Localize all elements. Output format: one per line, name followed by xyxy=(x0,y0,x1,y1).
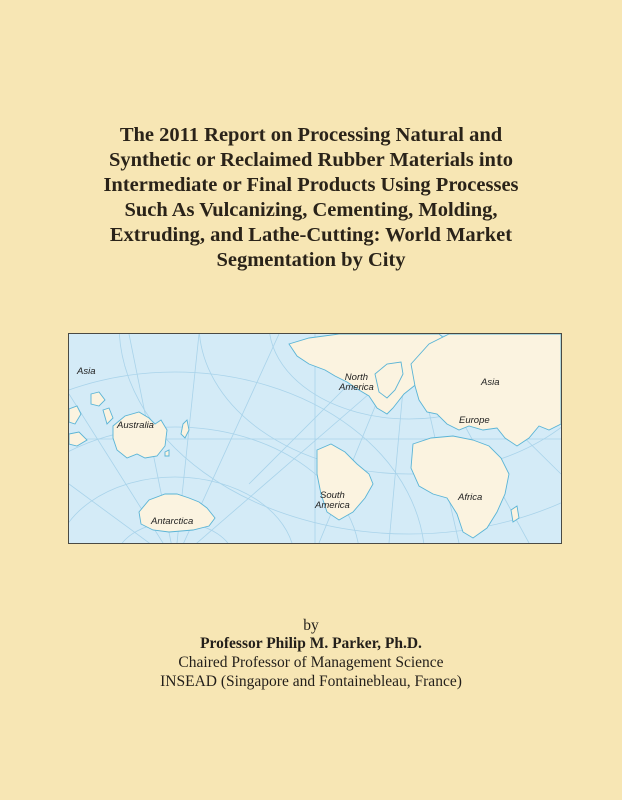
author-by: by xyxy=(303,617,319,634)
map-label-south-america-line1: South xyxy=(320,490,345,501)
title-line-3: Intermediate or Final Products Using Processes xyxy=(103,174,519,196)
map-label-asia-east: Asia xyxy=(481,377,500,388)
map-label-south-america xyxy=(315,491,350,511)
book-title xyxy=(40,123,582,273)
map-label-asia-west: Asia xyxy=(77,366,96,377)
title-line-4: Such As Vulcanizing, Cementing, Molding, xyxy=(124,199,498,221)
map-label-north-america xyxy=(339,373,374,393)
author-name: Professor Philip M. Parker, Ph.D. xyxy=(200,635,422,652)
title-line-1: The 2011 Report on Processing Natural and xyxy=(119,124,503,146)
title-line-5: Extruding, and Lathe-Cutting: World Market xyxy=(109,224,513,246)
map-label-north-america-line1: North xyxy=(344,372,369,383)
map-label-africa: Africa xyxy=(458,492,483,503)
map-label-antarctica: Antarctica xyxy=(151,516,194,527)
map-label-north-america-line2: America xyxy=(339,382,374,393)
title-line-2: Synthetic or Reclaimed Rubber Materials into xyxy=(108,149,514,171)
world-map xyxy=(68,333,562,544)
map-label-australia: Australia xyxy=(117,420,154,431)
map-label-south-america-line2: America xyxy=(315,500,350,511)
title-line-6: Segmentation by City xyxy=(216,249,406,271)
world-map-graphic xyxy=(69,334,561,543)
author-position: Chaired Professor of Management Science xyxy=(178,654,444,671)
map-label-europe: Europe xyxy=(459,415,490,426)
author-affiliation: INSEAD (Singapore and Fontainebleau, France) xyxy=(160,673,462,690)
